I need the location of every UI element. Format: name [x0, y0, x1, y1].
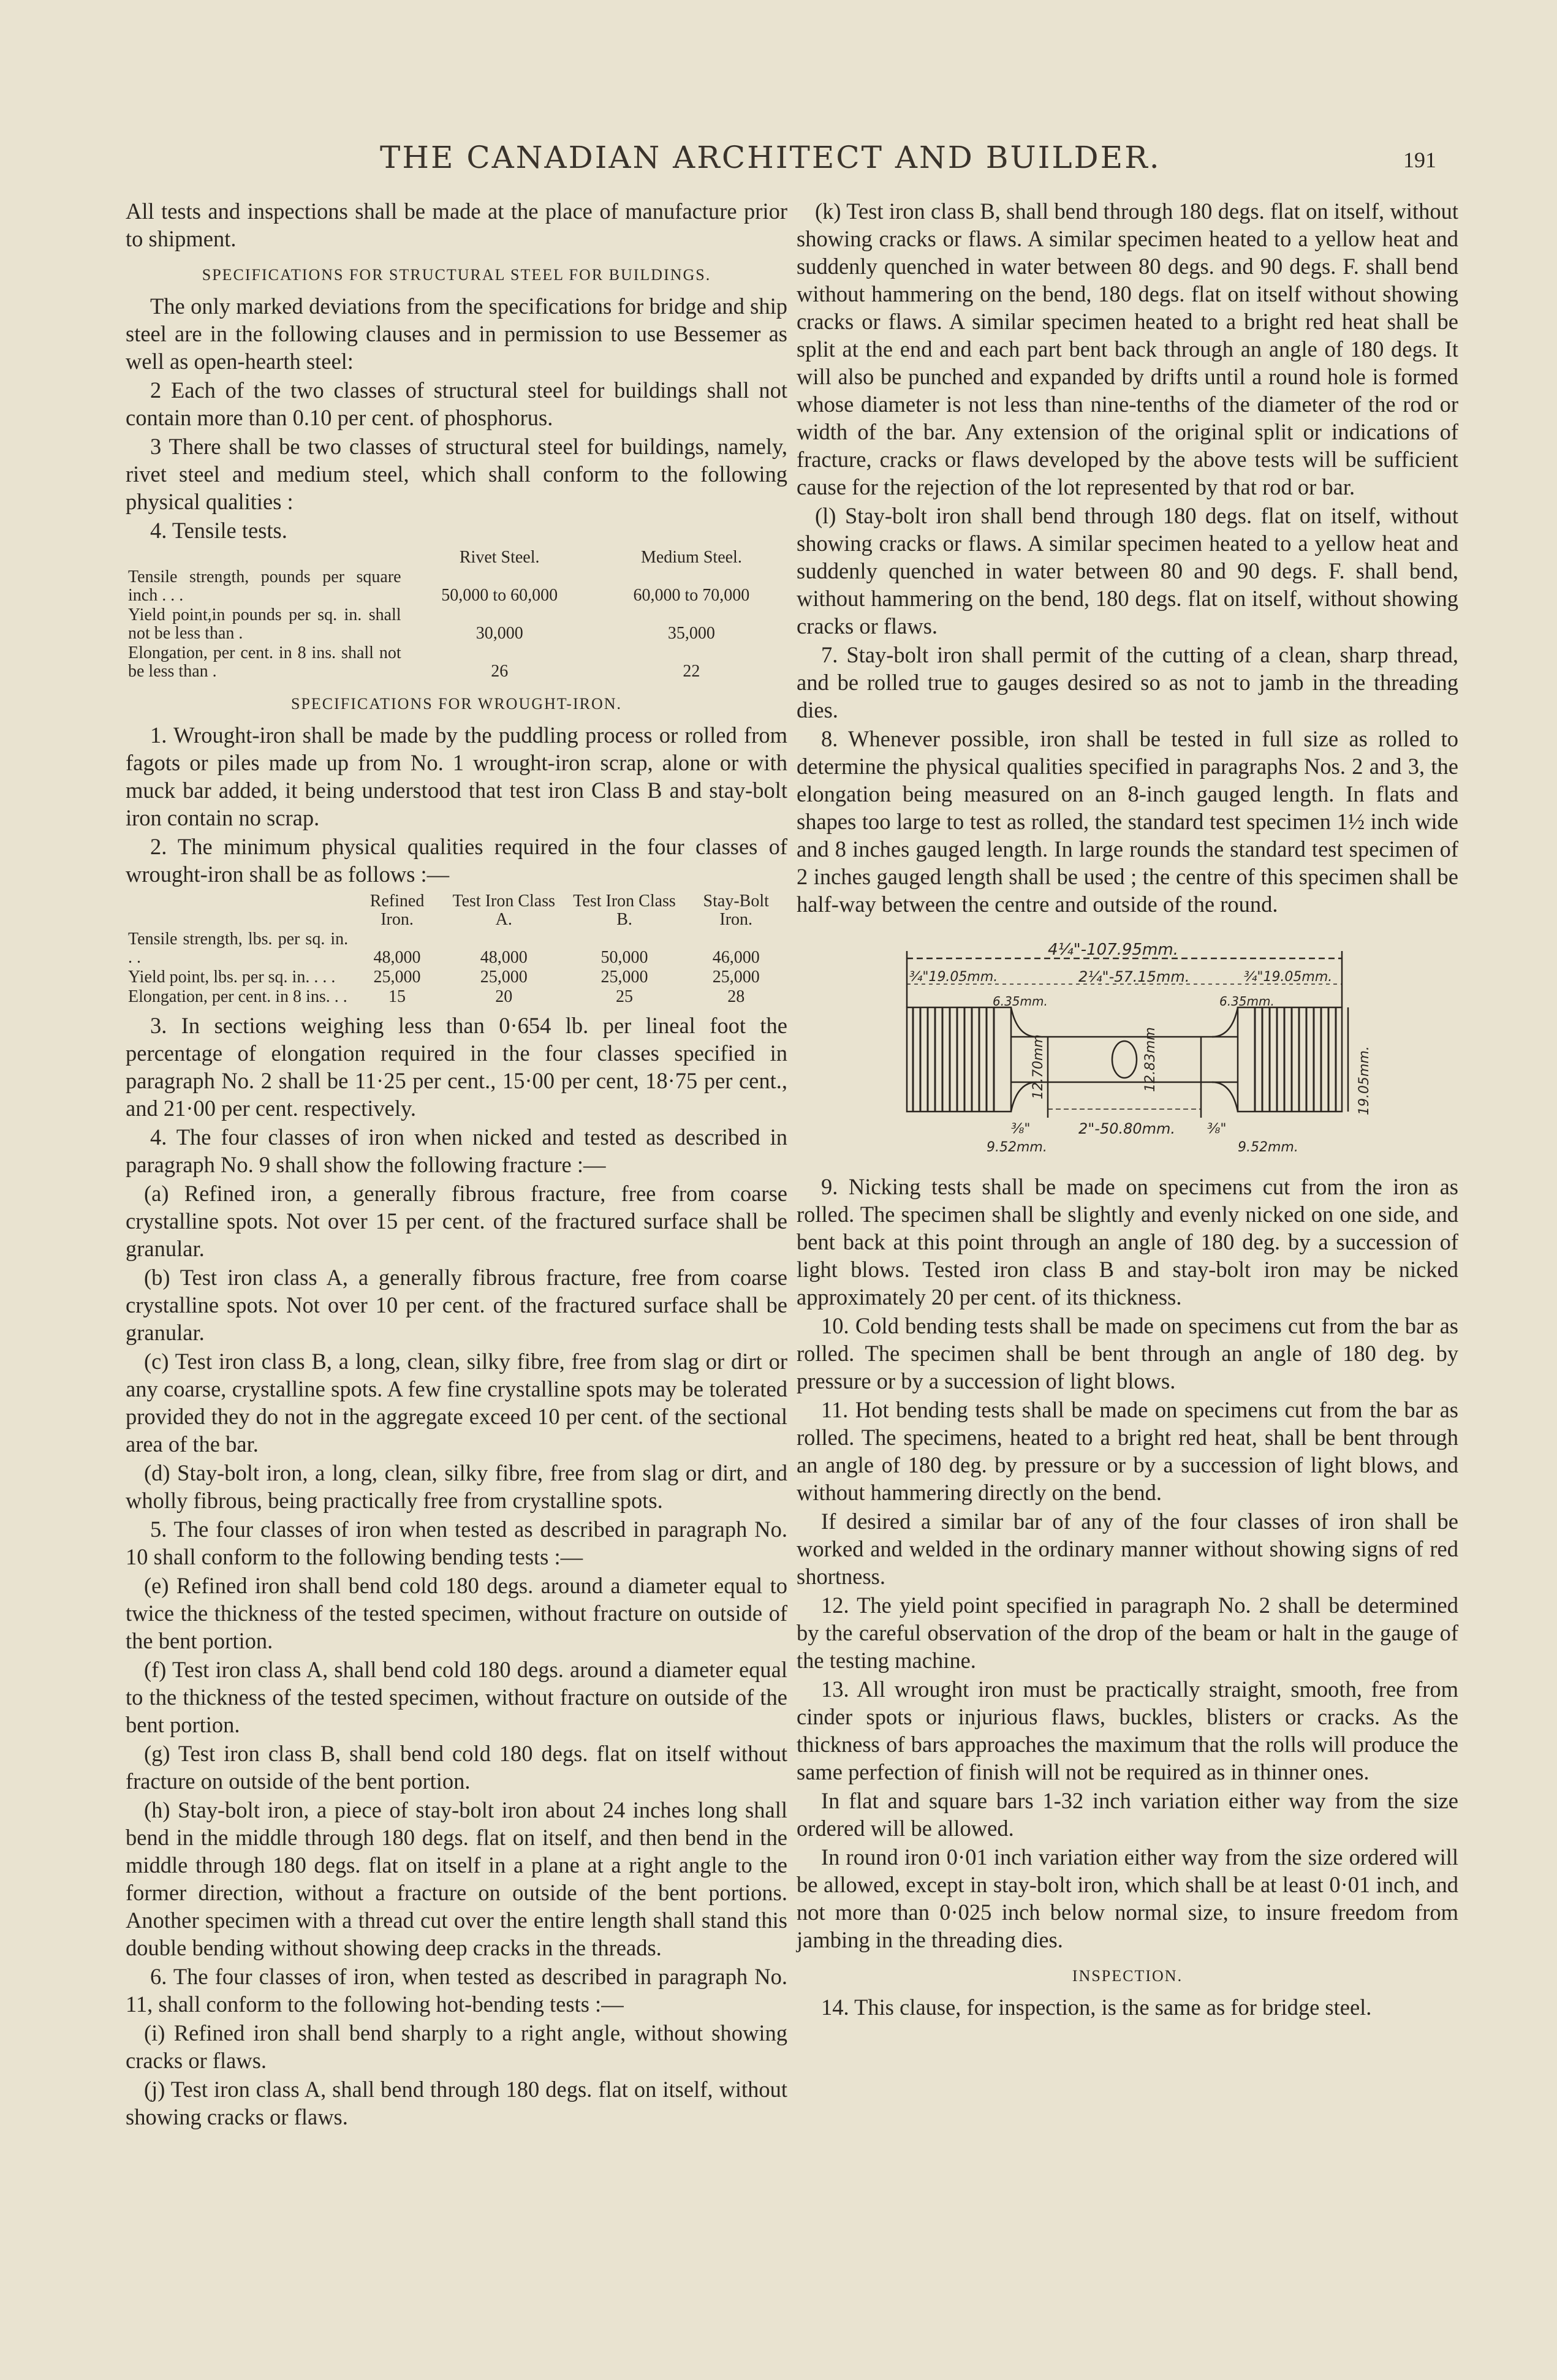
paragraph: 6. The four classes of iron, when tested as described in paragraph No. 11, shall conform to the following hot-bending tests :— [126, 1964, 787, 2017]
journal-title: THE CANADIAN ARCHITECT AND BUILDER. [380, 140, 1161, 175]
paragraph: (a) Refined iron, a generally fibrous fracture, free from coarse crystalline spots. Not over 15 per cent. of the fractured surface shall be granular. [126, 1181, 787, 1261]
paragraph: 1. Wrought-iron shall be made by the puddling process or rolled from fagots or piles made up from No. 1 wrought-iron scrap, alone or with muck bar added, it being understood that test iron Class B and stay-bolt iron contain no scrap. [126, 722, 787, 830]
paragraph: 3 There shall be two classes of structural steel for buildings, namely, rivet steel and medium steel, which shall conform to the following physical qualities : [126, 434, 787, 514]
column-header: Rivet Steel. [459, 548, 540, 567]
right-column [797, 197, 1458, 2022]
table-cell: 50,000 to 60,000 [441, 586, 558, 605]
paragraph: (l) Stay-bolt iron shall bend through 180 degs. flat on itself, without showing cracks or flaws. A similar specimen heated to a yellow heat and suddenly quenched in water between 80 and 90 degs. F. shall bend, without hammering on the bend, 180 degs. flat on itself, without showing cracks or flaws. [797, 503, 1458, 639]
table-cell: 20 [495, 987, 513, 1006]
table-cell: 46,000 [712, 948, 760, 967]
table-cell: 50,000 [600, 948, 648, 967]
paragraph: 8. Whenever possible, iron shall be tested in full size as rolled to determine the physical qualities specified in paragraphs Nos. 2 and 3, the elongation being measured on an 8-inch gauged length. In flats and shapes too large to test as rolled, the standard test specimen 1½ inch wide and 8 inches gauged length. In large rounds the standard test specimen of 2 inches gauged length shall be used ; the centre of this specimen shall be half-way between the centre and outside of the round. [797, 726, 1458, 917]
table-cell: 25 [616, 987, 634, 1006]
table-cell: 48,000 [373, 948, 421, 967]
row-label: Yield point,in pounds per sq. in. shall not be less than . [128, 605, 401, 643]
paragraph: In round iron 0·01 inch variation either way from the size ordered will be allowed, except in stay-bolt iron, which shall be at least 0·01 inch, and not more than 0·025 inch below normal size, to insure freedom from jambing in the threading dies. [797, 1844, 1458, 1952]
row-label: Yield point, lbs. per sq. in. . . . [128, 968, 336, 987]
dimension-bottom-left: 9.52mm. [987, 1140, 1047, 1155]
dimension-fillet-left: 6.35mm. [993, 994, 1048, 1009]
paragraph: (k) Test iron class B, shall bend through 180 degs. flat on itself, without showing cracks or flaws. A similar specimen heated to a yellow heat and suddenly quenched in water between 80 degs. and 90 degs. F. shall bend without hammering on the bend, 180 degs. flat on itself without showing cracks or flaws. A similar specimen heated to a bright red heat shall be split at the end and each part bent back through an angle of 180 degs. It will also be punched and expanded by drifts until a round hole is formed whose diameter is not less than nine-tenths of the diameter of the rod or width of the bar. Any extension of the original split or indications of fracture, cracks or flaws developed by the above tests will be sufficient cause for the rejection of the lot represented by that rod or bar. [797, 199, 1458, 499]
dimension-total-length: 4¼"-107.95mm. [1048, 941, 1178, 959]
table-cell: 60,000 to 70,000 [633, 586, 750, 605]
paragraph: 4. The four classes of iron when nicked and tested as described in paragraph No. 9 shall show the following fracture :— [126, 1124, 787, 1177]
paragraph: 2. The minimum physical qualities required in the four classes of wrought-iron shall be as follows :— [126, 834, 787, 887]
dimension-end-left: ¾"19.05mm. [909, 969, 998, 985]
table-cell: 35,000 [667, 624, 715, 643]
paragraph: 2 Each of the two classes of structural steel for buildings shall not contain more than 0.10 per cent. of phosphorus. [126, 377, 787, 430]
paragraph: (g) Test iron class B, shall bend cold 180 degs. flat on itself without fracture on outside of the bent portion. [126, 1741, 787, 1794]
table-cell: 25,000 [480, 968, 528, 987]
table-cell: 30,000 [475, 624, 523, 643]
dimension-shoulder-right: ⅜" [1207, 1121, 1227, 1137]
table-row [126, 567, 787, 605]
section-heading: SPECIFICATIONS FOR STRUCTURAL STEEL FOR BUILDINGS. [202, 266, 711, 284]
table-row [126, 930, 787, 968]
dimension-dia-left: 12.70mm [1031, 1034, 1046, 1099]
table-corner [126, 548, 404, 567]
dimension-gauge-length: 2"-50.80mm. [1078, 1120, 1176, 1137]
paragraph: (b) Test iron class A, a generally fibrous fracture, free from coarse crystalline spots. Not over 10 per cent. of the fractured surface shall be granular. [126, 1265, 787, 1345]
table-cell: 26 [491, 662, 509, 681]
table-row [126, 987, 787, 1007]
table-cell: 22 [683, 662, 700, 681]
section-heading: SPECIFICATIONS FOR WROUGHT-IRON. [290, 695, 622, 713]
paragraph: (i) Refined iron shall bend sharply to a right angle, without showing cracks or flaws. [126, 2020, 787, 2073]
paragraph: (d) Stay-bolt iron, a long, clean, silky fibre, free from slag or dirt, and wholly fibrous, being practically free from crystalline spots. [126, 1460, 787, 1513]
table-cell: 25,000 [712, 968, 760, 987]
table-header-row [126, 892, 787, 930]
dimension-bottom-right: 9.52mm. [1238, 1140, 1298, 1155]
paragraph: (e) Refined iron shall bend cold 180 degs. around a diameter equal to twice the thickness of the tested specimen, without fracture on outside of the bent portion. [126, 1573, 787, 1653]
paragraph: 11. Hot bending tests shall be made on specimens cut from the bar as rolled. The specimens, heated to a bright red heat, shall be bent through an angle of 180 deg. by pressure or by a succession of light blows, and without hammering directly on the bend. [797, 1397, 1458, 1505]
steel-tensile-table [126, 548, 787, 681]
table-corner [126, 892, 350, 930]
table-cell: 28 [727, 987, 745, 1006]
row-label: Elongation, per cent. in 8 ins. shall not be less than . [128, 643, 401, 681]
paragraph: 14. This clause, for inspection, is the same as for bridge steel. [821, 1995, 1372, 2020]
paragraph: 7. Stay-bolt iron shall permit of the cutting of a clean, sharp thread, and be rolled true to gauges desired so as not to jamb in the threading dies. [797, 642, 1458, 722]
paragraph: 5. The four classes of iron when tested as described in paragraph No. 10 shall conform to the following bending tests :— [126, 1517, 787, 1569]
paragraph: 10. Cold bending tests shall be made on specimens cut from the bar as rolled. The specimen shall be bent through an angle of 180 deg. by pressure or by a succession of light blows. [797, 1313, 1458, 1393]
row-label: Tensile strength, pounds per square inch . . . [128, 567, 401, 605]
paragraph: (h) Stay-bolt iron, a piece of stay-bolt iron about 24 inches long shall bend in the middle through 180 degs. flat on itself, and then bend in the middle through 180 degs. flat on itself in a plane at a right angle to the former direction, without a fracture on outside of the bent portions. Another specimen with a thread cut over the entire length shall stand this double bending without showing deep cracks in the threads. [126, 1797, 787, 1960]
section-heading: INSPECTION. [1072, 1967, 1183, 1985]
paragraph: 3. In sections weighing less than 0·654 lb. per lineal foot the percentage of elongation required in the four classes specified in paragraph No. 2 shall be 11·25 per cent., 15·00 per cent, 18·75 per cent., and 21·00 per cent. respectively. [126, 1013, 787, 1121]
paragraph: All tests and inspections shall be made at the place of manufacture prior to shipment. [126, 199, 787, 251]
paragraph: 9. Nicking tests shall be made on specimens cut from the iron as rolled. The specimen shall be slightly and evenly nicked on one side, and bent back at this point through an angle of 180 deg. by a succession of light blows. Tested iron class B and stay-bolt iron may be nicked approximately 20 per cent. of its thickness. [797, 1174, 1458, 1309]
column-header: Test Iron Class B. [573, 892, 676, 929]
column-header: Stay-Bolt Iron. [703, 892, 769, 929]
table-row [126, 968, 787, 987]
table-cell: 15 [388, 987, 406, 1006]
dimension-dia-center: 12.83mm [1143, 1027, 1158, 1092]
paragraph: The only marked deviations from the specifications for bridge and ship steel are in the following clauses and in permission to use Bessemer as well as open-hearth steel: [126, 294, 787, 374]
table-row [126, 643, 787, 681]
paragraph: (c) Test iron class B, a long, clean, silky fibre, free from slag or dirt or any coarse, crystalline spots. A few fine crystalline spots may be tolerated provided they do not in the aggregate exceed 10 per cent. of the sectional area of the bar. [126, 1349, 787, 1457]
iron-qualities-table [126, 892, 787, 1007]
paragraph: (j) Test iron class A, shall bend through 180 degs. flat on itself, without showing cracks or flaws. [126, 2077, 787, 2129]
dimension-end-right: ¾"19.05mm. [1244, 969, 1333, 985]
column-header: Refined Iron. [369, 892, 425, 929]
table-header-row [126, 548, 787, 567]
paragraph: 4. Tensile tests. [150, 518, 287, 543]
dimension-dia-right: 19.05mm. [1357, 1046, 1372, 1115]
left-column [126, 197, 787, 2132]
paragraph: 12. The yield point specified in paragraph No. 2 shall be determined by the careful observation of the drop of the beam or halt in the gauge of the testing machine. [797, 1593, 1458, 1673]
dimension-fillet-right: 6.35mm. [1219, 994, 1275, 1009]
column-header: Medium Steel. [640, 548, 742, 567]
table-cell: 48,000 [480, 948, 528, 967]
table-cell: 25,000 [600, 968, 648, 987]
running-header [0, 140, 1557, 183]
test-specimen-figure [895, 934, 1372, 1155]
paragraph: 13. All wrought iron must be practically straight, smooth, free from cinder spots or injurious flaws, buckles, blisters or cracks. As the thickness of bars approaches the maximum that the rolls will produce the same perfection of finish will not be required as in thinner ones. [797, 1677, 1458, 1784]
row-label: Tensile strength, lbs. per sq. in. . . [128, 930, 349, 967]
paragraph: In flat and square bars 1-32 inch variation either way from the size ordered will be allowed. [797, 1788, 1458, 1841]
table-cell: 25,000 [373, 968, 421, 987]
dimension-mid: 2¼"-57.15mm. [1078, 968, 1190, 985]
row-label: Elongation, per cent. in 8 ins. . . [128, 987, 347, 1006]
page-number: 191 [1403, 148, 1436, 172]
column-header: Test Iron Class A. [452, 892, 556, 929]
dimension-shoulder-left: ⅜" [1011, 1121, 1031, 1137]
table-row [126, 605, 787, 643]
paragraph: (f) Test iron class A, shall bend cold 180 degs. around a diameter equal to the thickness of the tested specimen, without fracture on outside of the bent portion. [126, 1657, 787, 1737]
paragraph: If desired a similar bar of any of the four classes of iron shall be worked and welded in the ordinary manner without showing signs of red shortness. [797, 1509, 1458, 1589]
